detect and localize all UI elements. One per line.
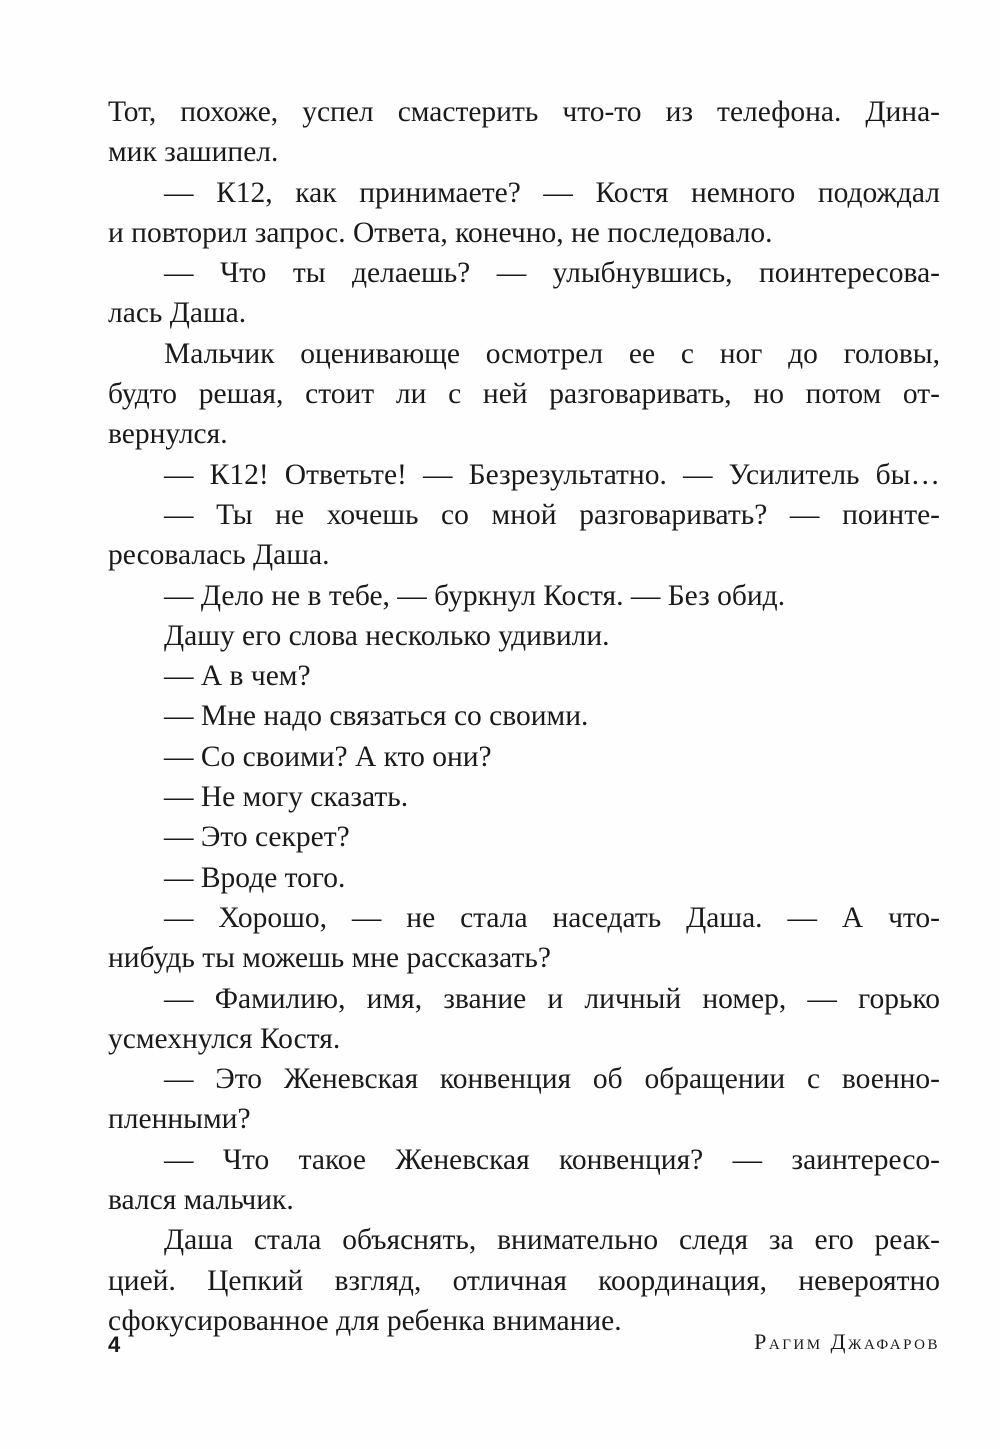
text-line: нибудь ты можешь мне рассказать?	[108, 942, 551, 975]
text-line: — К12, как принимаете? — Костя немного подождал	[164, 176, 940, 209]
text-line: усмехнулся Костя.	[108, 1022, 341, 1055]
text-line: — Это Женевская конвенция об обращении с военно-	[164, 1063, 940, 1096]
text-line: — Мне надо связаться со своими.	[164, 700, 589, 733]
text-line: — Что ты делаешь? — улыбнувшись, поинтересова-	[164, 257, 940, 290]
text-line: — К12! Ответьте! — Безрезультатно. — Усилитель бы…	[164, 458, 940, 491]
text-line: пленными?	[108, 1103, 251, 1136]
text-line: будто решая, стоит ли с ней разговаривать, но потом от-	[108, 378, 940, 411]
text-line: — Это секрет?	[164, 821, 350, 854]
text-line: — А в чем?	[164, 660, 311, 693]
text-line: вался мальчик.	[108, 1184, 294, 1217]
text-line: мик зашипел.	[108, 136, 279, 169]
page-footer	[108, 1325, 940, 1365]
author-name: Рагим Джафаров	[754, 1329, 940, 1354]
text-line: — Не могу сказать.	[164, 781, 409, 814]
body-text	[108, 92, 940, 1341]
text-line: — Ты не хочешь со мной разговаривать? — поинте-	[164, 498, 940, 531]
text-line: — Вроде того.	[164, 861, 346, 894]
text-line: вернулся.	[108, 418, 228, 451]
text-line: цией. Цепкий взгляд, отличная координация, невероятно	[108, 1264, 940, 1297]
text-line: ресовалась Даша.	[108, 539, 330, 572]
text-line: и повторил запрос. Ответа, конечно, не последовало.	[108, 216, 773, 249]
text-line: Тот, похоже, успел смастерить что-то из телефона. Дина-	[108, 96, 940, 128]
text-line: Мальчик оценивающе осмотрел ее с ног до головы,	[164, 337, 940, 370]
text-line: — Фамилию, имя, звание и личный номер, — горько	[164, 982, 940, 1015]
text-line: сфокусированное для ребенка внимание.	[108, 1304, 622, 1337]
text-line: лась Даша.	[108, 297, 247, 330]
text-line: — Дело не в тебе, — буркнул Костя. — Без обид.	[164, 579, 786, 612]
page-number: 4	[108, 1332, 121, 1357]
text-line: — Хорошо, — не стала наседать Даша. — А что-	[164, 901, 940, 934]
text-line: — Что такое Женевская конвенция? — заинтересо-	[164, 1143, 940, 1176]
text-line: Даша стала объяснять, внимательно следя за его реак-	[164, 1224, 940, 1257]
text-line: Дашу его слова несколько удивили.	[164, 619, 610, 652]
text-line: — Со своими? А кто они?	[164, 740, 492, 773]
